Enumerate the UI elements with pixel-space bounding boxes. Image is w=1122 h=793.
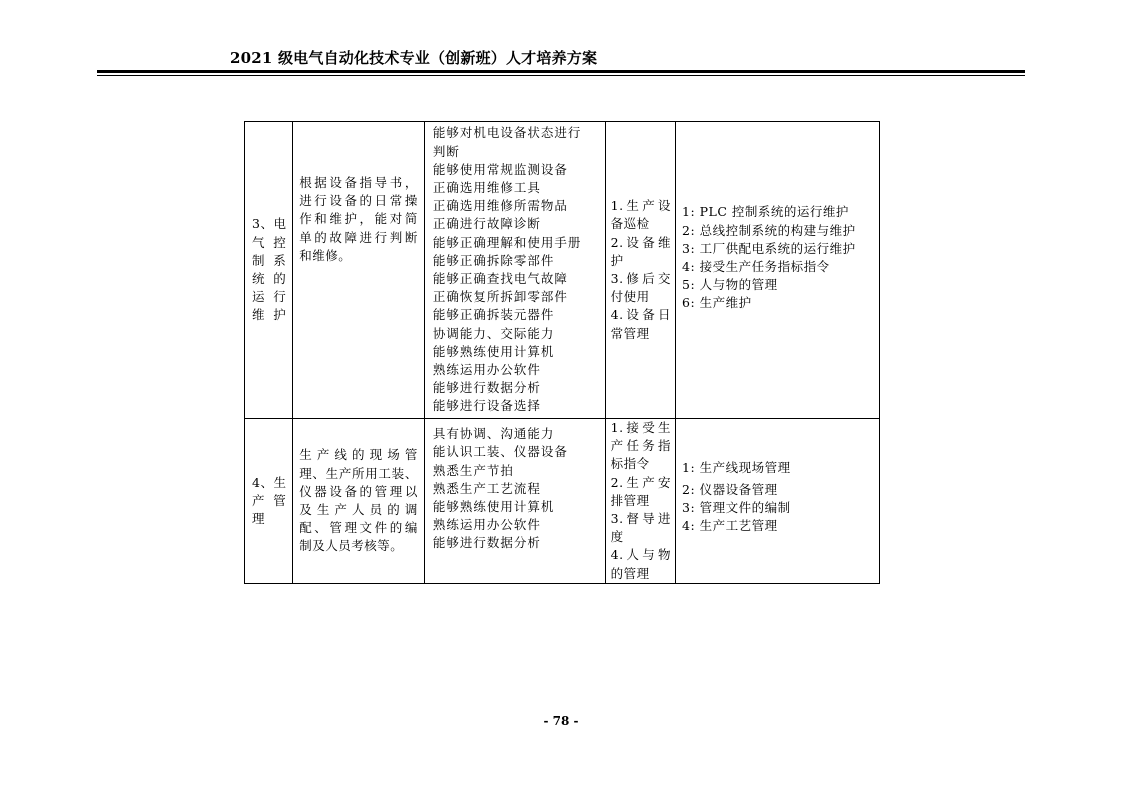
work-area-line: 气 控	[252, 234, 287, 250]
task-line: 度	[610, 529, 624, 545]
ability-line: 正确进行故障诊断	[432, 216, 541, 232]
duty-line: 制及人员考核等。	[299, 538, 404, 554]
task-line: 1.接受生	[610, 420, 671, 435]
ability-line: 正确选用维修工具	[432, 179, 541, 195]
work-area-line: 3、电	[252, 216, 287, 232]
task-line: 付使用	[610, 289, 650, 305]
work-area-line: 制 系	[252, 252, 287, 268]
header-rule-thin	[97, 75, 1025, 76]
work-area-line: 维护	[252, 307, 287, 323]
task-line: 3.督导进	[610, 511, 671, 527]
ability-line: 能够正确拆装元器件	[432, 307, 555, 323]
work-area-cell	[245, 122, 293, 419]
ability-line: 正确选用维修所需物品	[432, 198, 568, 214]
course-item: 2: 总线控制系统的构建与维护	[682, 222, 856, 238]
ability-line: 能够进行数据分析	[432, 535, 541, 551]
task-line: 产任务指	[610, 438, 671, 454]
work-area-cell	[245, 419, 293, 584]
work-task-cell	[605, 122, 675, 419]
page-header-title: 2021 级电气自动化技术专业（创新班）人才培养方案	[230, 49, 598, 67]
task-line: 标指令	[610, 456, 650, 472]
duty-description-cell	[293, 419, 425, 584]
ability-line: 具有协调、沟通能力	[432, 426, 555, 442]
course-item: 1: PLC 控制系统的运行维护	[682, 204, 849, 220]
training-plan-table	[244, 121, 880, 584]
task-line: 护	[610, 252, 624, 268]
task-line: 3.修后交	[610, 271, 671, 286]
duty-description-cell	[293, 122, 425, 419]
course-item: 1: 生产线现场管理	[682, 459, 791, 475]
ability-requirements-cell	[424, 122, 605, 419]
course-item: 5: 人与物的管理	[682, 277, 778, 293]
work-area-line: 4、生	[252, 474, 287, 490]
work-area-line: 运 行	[252, 289, 287, 305]
ability-line: 能够正确理解和使用手册	[432, 234, 582, 250]
duty-line: 仪器设备的管理以	[299, 483, 418, 499]
duty-line: 根据设备指导书，	[299, 175, 418, 190]
ability-requirements-cell	[424, 419, 605, 584]
course-item: 3: 工厂供配电系统的运行维护	[682, 240, 856, 256]
ability-line: 能够熟练使用计算机	[432, 499, 555, 515]
course-item: 3: 管理文件的编制	[682, 499, 791, 515]
duty-line: 生 产 线 的 现 场 管	[299, 447, 418, 463]
course-item: 6: 生产维护	[682, 295, 752, 311]
ability-line: 能够进行数据分析	[432, 380, 541, 396]
duty-line: 及 生 产 人 员 的 调	[299, 501, 418, 517]
task-line: 排管理	[610, 492, 650, 508]
ability-line: 正确恢复所拆卸零部件	[432, 289, 568, 305]
work-area-line: 产 管	[252, 492, 287, 508]
ability-line: 能认识工装、仪器设备	[432, 444, 568, 460]
task-line: 备巡检	[610, 216, 650, 232]
table-row	[245, 122, 880, 419]
ability-line: 协调能力、交际能力	[432, 325, 555, 341]
work-area-line: 统 的	[252, 271, 287, 286]
course-item: 4: 生产工艺管理	[682, 518, 778, 534]
work-task-cell	[605, 419, 675, 584]
course-list-cell	[676, 122, 880, 419]
duty-line: 和维修。	[299, 247, 352, 263]
task-line: 2.生产安	[610, 474, 671, 490]
work-area-line: 理	[252, 511, 266, 527]
course-item: 4: 接受生产任务指标指令	[682, 259, 830, 274]
duty-line: 单的故障进行判断	[299, 229, 418, 245]
ability-line: 熟悉生产节拍	[432, 462, 514, 478]
page-number: - 78 -	[543, 714, 579, 728]
ability-line: 能够熟练使用计算机	[432, 343, 555, 359]
ability-line: 能够正确拆除零部件	[432, 252, 555, 268]
ability-line: 熟悉生产工艺流程	[432, 480, 541, 496]
ability-line: 判断	[432, 143, 460, 159]
ability-line: 能够进行设备选择	[432, 398, 541, 414]
task-line: 2.设备维	[610, 234, 671, 250]
course-item: 2: 仪器设备管理	[682, 481, 778, 497]
duty-line: 理、生产所用工装、	[299, 465, 418, 481]
ability-line: 熟练运用办公软件	[432, 517, 541, 533]
ability-line: 熟练运用办公软件	[432, 362, 541, 378]
duty-line: 配、管理文件的编	[299, 520, 418, 536]
table-row	[245, 419, 880, 584]
task-line: 常管理	[610, 325, 650, 341]
ability-line: 能够对机电设备状态进行	[432, 125, 582, 141]
task-line: 4.设备日	[610, 307, 671, 323]
task-line: 4.人与物	[610, 547, 671, 563]
task-line: 1.生产设	[610, 198, 671, 214]
duty-line: 作和维护，能对简	[299, 211, 418, 227]
ability-line: 能够正确查找电气故障	[432, 271, 568, 286]
course-list-cell	[676, 419, 880, 584]
task-line: 的管理	[610, 565, 650, 581]
header-rule-thick	[97, 70, 1025, 73]
ability-line: 能够使用常规监测设备	[432, 161, 568, 177]
duty-line: 进行设备的日常操	[299, 193, 418, 209]
